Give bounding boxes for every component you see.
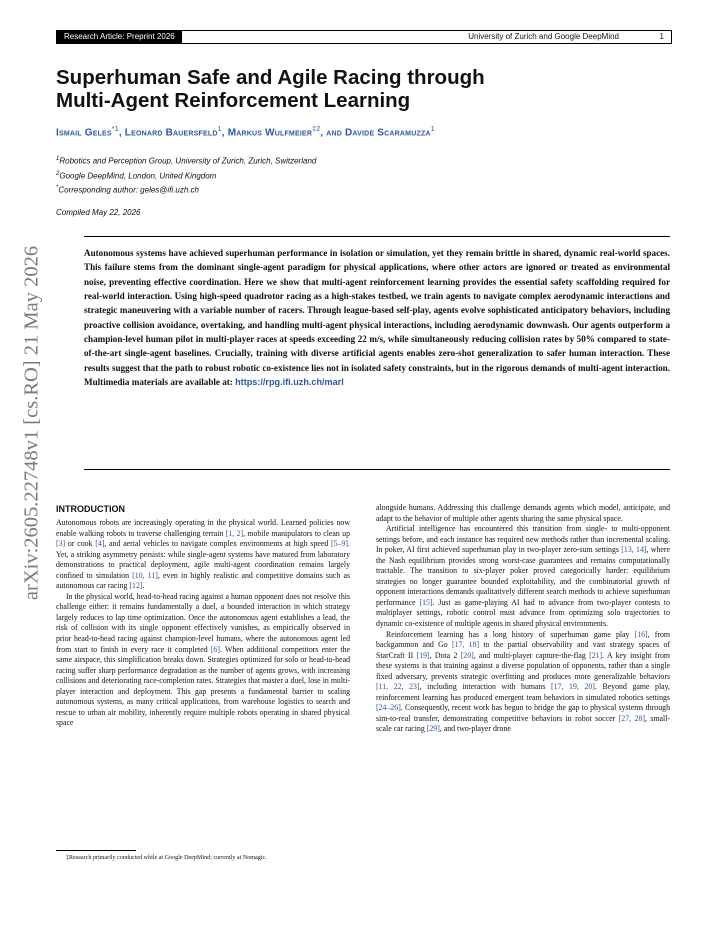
paper-title: [56, 66, 596, 112]
affiliation-1-text: Robotics and Perception Group, University of Zurich, Zurich, Switzerland: [59, 156, 317, 166]
citation[interactable]: [24–26]: [376, 703, 401, 713]
author-1: Ismail Geles: [56, 127, 112, 139]
footnote: ‡Research primarily conducted while at Google DeepMind; currently at Nomagic.: [66, 855, 267, 861]
corresponding-author: [56, 182, 316, 197]
author-3-mark: ‡2: [312, 126, 321, 133]
citation[interactable]: [11, 22, 23]: [376, 682, 420, 692]
author-1-mark: *1: [111, 126, 119, 133]
author-2-mark: 1: [217, 126, 222, 133]
citation[interactable]: [1, 2]: [225, 528, 244, 538]
citation[interactable]: [29]: [426, 724, 440, 734]
citation[interactable]: [21]: [589, 650, 603, 660]
citation[interactable]: [19]: [416, 650, 430, 660]
author-4: Davide Scaramuzza: [345, 127, 431, 139]
multimedia-link[interactable]: https://rpg.ifi.uzh.ch/marl: [235, 377, 344, 388]
corresponding-mark: *: [56, 185, 59, 192]
citation[interactable]: [16]: [634, 629, 648, 639]
abstract-text: Autonomous systems have achieved superhuman performance in isolation or simulation, yet they remain brittle in shared, dynamic real-world spaces. This failure stems from the dominant single-agent paradigm for physical applications, where other actors are ignored or treated as environmental noise, preventing effective coordination. Here we show that multi-agent reinforcement learning provides the essential safety scaffolding required for real-world interaction. Using high-speed quadrotor racing as a high-stakes testbed, we train agents to navigate complex aerodynamic interactions and strategic maneuvering with a variable number of racers. Through league-based self-play, agents evolve sophisticated anticipatory behaviors, including proactive collision avoidance, overtaking, and handling multi-agent physical interactions, including aerodynamic downwash. Our agents outperform a champion-level human pilot in multi-player races at speeds exceeding 22 m/s, while simultaneously reducing collision rates by 50% compared to state-of-the-art single-agent baselines. Crucially, training with diverse artificial agents enables zero-shot generalization to safer human interaction. These results suggest that the path to robust robotic co-existence lies not in isolated safety constraints, but in the rigorous demands of multi-agent interaction. Multimedia materials are available at:: [84, 248, 670, 388]
affiliation-2-mark: 2: [56, 170, 60, 177]
intro-paragraph-1: Autonomous robots are increasingly operating in the physical world. Learned policies now enable walking robots to traverse challenging terrain [1, 2], mobile manipulators to clean up [3] or cook [4], and aerial vehicles to navigate complex environments at high speed [5–9]. Yet, a striking asymmetry persists: while single-agent systems have matured from laboratory demonstrations to practical deployment, agile multi-agent coordination remains largely confined to simulation [10, 11], even in highly realistic and competitive domains such as autonomous car racing [12].: [56, 518, 351, 591]
citation[interactable]: [20]: [460, 650, 474, 660]
author-and: and: [326, 127, 343, 139]
author-3: Markus Wulfmeier: [227, 127, 313, 139]
section-heading-introduction: INTRODUCTION: [56, 504, 125, 514]
abstract-bottom-rule: [84, 469, 670, 470]
arxiv-identifier: arXiv:2605.22748v1 [cs.RO] 21 May 2026: [20, 245, 43, 600]
affiliation-2-text: Google DeepMind, London, United Kingdom: [59, 171, 217, 181]
citation[interactable]: [12]: [129, 581, 143, 591]
citation[interactable]: [17, 18]: [451, 640, 480, 650]
title-line-2: Multi-Agent Reinforcement Learning: [56, 89, 411, 112]
affiliation-2: [56, 168, 316, 183]
citation[interactable]: [6]: [210, 644, 220, 654]
title-line-1: Superhuman Safe and Agile Racing through: [56, 66, 485, 89]
citation[interactable]: [10, 11]: [132, 570, 158, 580]
citation[interactable]: [13, 14]: [621, 545, 647, 555]
corresponding-text: Corresponding author: geles@ifi.uzh.ch: [58, 185, 199, 195]
intro-paragraph-4: Reinforcement learning has a long history of superhuman game play [16], from backgammon and Go [17, 18] to the partial observability and vast strategy spaces of StarCraft II [19], Dota 2 [20], and multi-player capture-the-flag [21]. A key insight from these systems is that training against a diverse population of opponents, rather than a single fixed adversary, prevents strategic overfitting and produces more generalizable behaviors [11, 22, 23], including interaction with humans [17, 19, 20]. Beyond game play, reinforcement learning has produced emergent team behaviors in simulated robotics settings [24–26]. Consequently, recent work has begun to bridge the gap to physical systems through sim-to-real transfer, demonstrating competitive behaviors in robot soccer [27, 28], small-scale car racing [29], and two-player drone: [376, 629, 671, 734]
citation[interactable]: [15]: [419, 597, 433, 607]
page-number: 1: [659, 32, 664, 41]
citation[interactable]: [3]: [56, 539, 66, 549]
author-2: Leonard Bauersfeld: [124, 127, 218, 139]
footnote-rule: [56, 850, 136, 851]
citation[interactable]: [5–9]: [331, 539, 349, 549]
right-column: [376, 503, 670, 735]
citation[interactable]: [4]: [95, 539, 105, 549]
author-list: Ismail Geles$^{*1}$, Leonard Bauersfeld$^1$, Markus Wulfmeier$^{\ddagger 2}$, and Davide Scaramuzza$^1$: [56, 126, 435, 139]
compiled-date: Compiled May 22, 2026: [56, 208, 141, 217]
citation[interactable]: [17, 19, 20]: [551, 682, 595, 692]
intro-paragraph-2: In the physical world, head-to-head racing against a human opponent does not resolve this challenge either: it remains fundamentally a duel, a bounded interaction in which strategy largely reduces to lap time optimization. Once the autonomous agent establishes a lead, the risk of collision with its single opponent effectively vanishes, as empirically observed in prior head-to-head racing against champion-level humans, where the autonomous agent led from start to finish in every race it completed [6]. When additional competitors enter the same airspace, this simplification breaks down. Strategies optimized for solo or head-to-head racing suffer sharp performance degradation as the number of agents grows, with increasing collisions and deteriorating race-completion rates. Strategies that master a duel, lose in multi-player interaction and deployment. This gap presents a fundamental barrier to scaling autonomous systems, as many critical applications, from warehouse logistics to search and rescue to urban air mobility, inherently require multiple robots operating in shared physical space: [56, 591, 350, 728]
intro-paragraph-3: Artificial intelligence has encountered this transition from single- to multi-opponent settings before, and each instance has required new methods rather than incremental scaling. In poker, AI first achieved superhuman play in two-player zero-sum settings [13, 14], where the Nash equilibrium provides strong worst-case guarantees and remains computationally tractable. The transition to six-player poker proved categorically harder: equilibrium strategies no longer guarantee bounded exploitability, and the combinatorial growth of opponent interactions demands qualitatively different search methods to achieve superhuman performance [15]. Just as game-playing AI had to advance from two-player contests to multiplayer settings, robotic control must advance from optimizing solo trajectories to dynamic co-existence of multiple agents in shared physical environments.: [376, 524, 671, 629]
author-4-mark: 1: [430, 126, 435, 133]
affiliation-1: [56, 153, 316, 168]
affiliations: [56, 153, 316, 197]
running-header: [56, 30, 672, 44]
abstract-top-rule: [84, 236, 670, 237]
arxiv-stamp: [14, 245, 50, 600]
citation[interactable]: [27, 28]: [618, 713, 645, 723]
affiliation-1-mark: 1: [56, 156, 60, 162]
institution-label: University of Zurich and Google DeepMind: [468, 32, 619, 41]
intro-paragraph-2-cont: alongside humans. Addressing this challenge demands agents which model, anticipate, and adapt to the behavior of multiple other agents sharing the same physical space.: [376, 503, 670, 523]
left-column: [56, 503, 350, 729]
abstract: [84, 246, 670, 389]
article-type-label: Research Article: Preprint 2026: [57, 30, 182, 44]
